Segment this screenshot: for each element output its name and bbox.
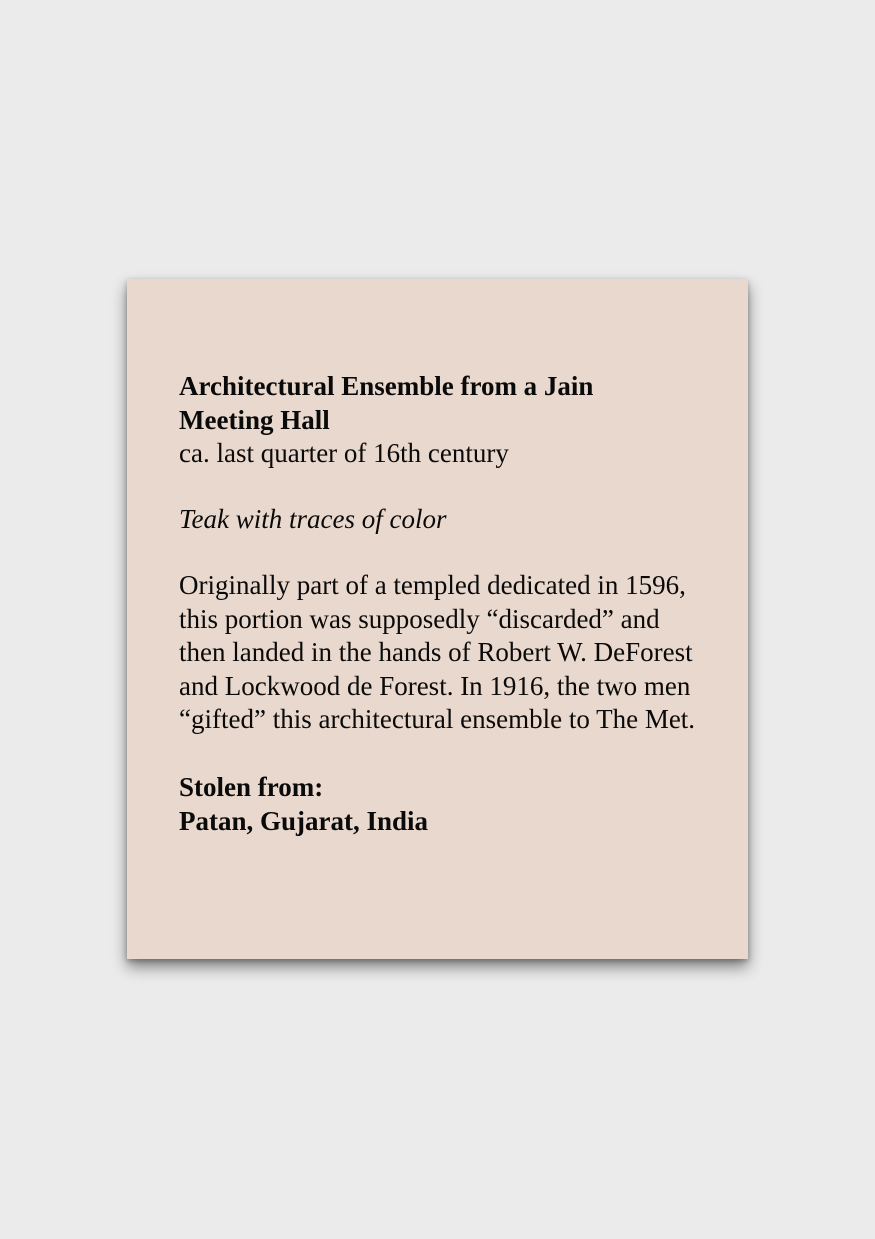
provenance-place: Patan, Gujarat, India — [179, 805, 429, 836]
artwork-title: Architectural Ensemble from a Jain Meeting Hall — [179, 371, 594, 435]
artwork-date: ca. last quarter of 16th century — [179, 438, 509, 468]
provenance-block — [179, 770, 708, 838]
museum-label-card — [127, 279, 748, 959]
artwork-description: Originally part of a templed dedicated in 1596, this portion was supposedly “discarded” and then landed in the hands of Robert W. DeForest and Lockwood de Forest. In 1916, the two men “gifted” this architectural ensemble to The Met. — [179, 570, 696, 734]
provenance-heading: Stolen from: — [179, 771, 324, 802]
artwork-medium: Teak with traces of color — [179, 504, 447, 534]
